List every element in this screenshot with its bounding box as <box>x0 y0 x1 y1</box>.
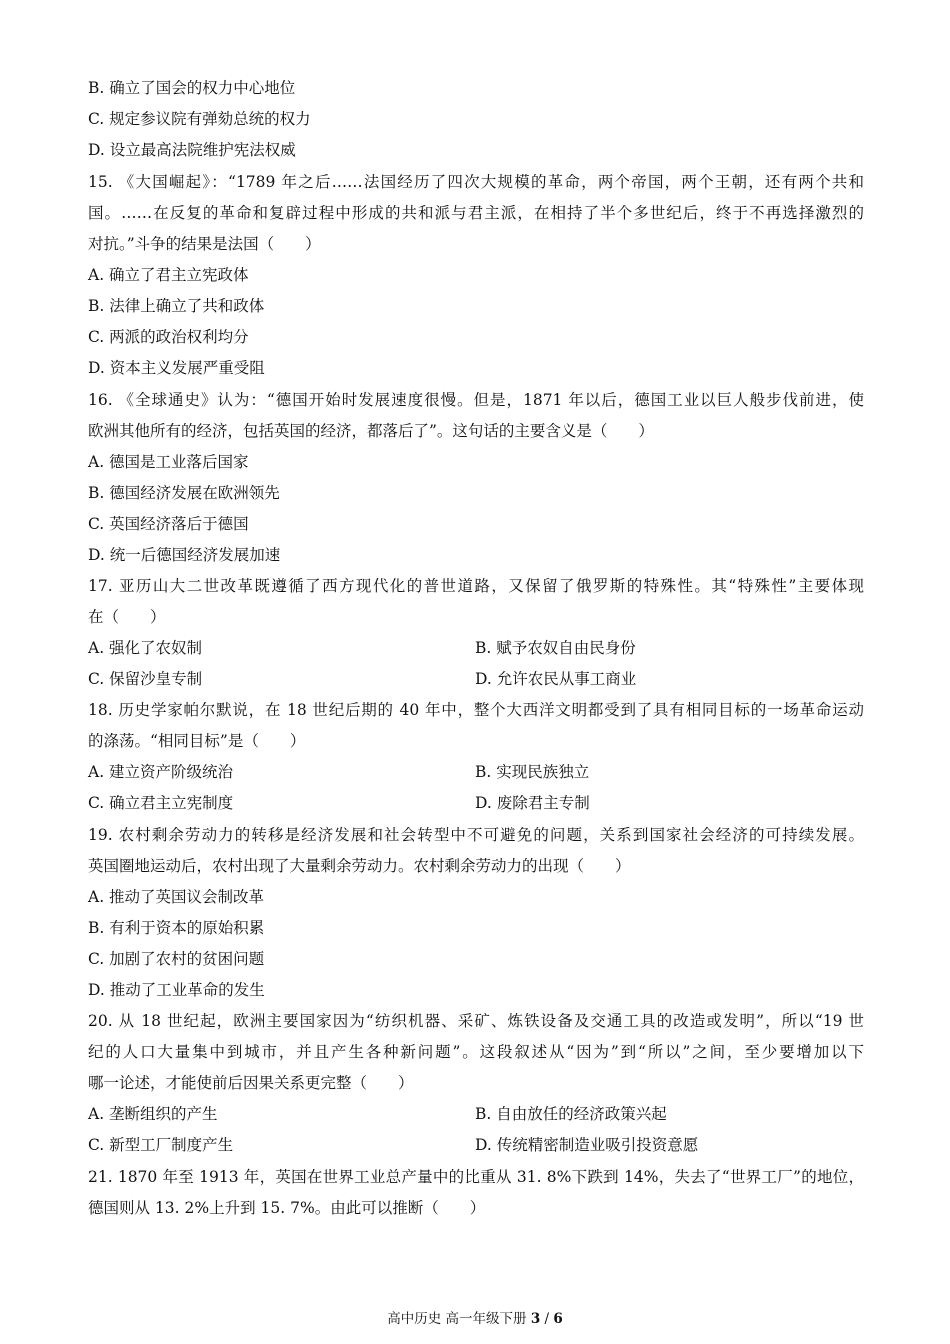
q16-option-a: A. 德国是工业落后国家 <box>88 453 249 471</box>
q19-option-c: C. 加剧了农村的贫困问题 <box>88 950 265 968</box>
q18-stem-line-2: 的涤荡。“相同目标”是（ ） <box>88 732 306 750</box>
q17-option-d: D. 允许农民从事工商业 <box>475 670 637 688</box>
q18-option-b: B. 实现民族独立 <box>475 763 590 781</box>
footer-subject: 高中历史 <box>387 1311 442 1327</box>
page-footer <box>0 1310 950 1328</box>
q15-stem-line-3: 对抗。”斗争的结果是法国（ ） <box>88 235 321 253</box>
q20-option-c: C. 新型工厂制度产生 <box>88 1136 234 1154</box>
q19-stem-line-1: 19. 农村剩余劳动力的转移是经济发展和社会转型中不可避免的问题，关系到国家社会经济的可持续发展。 <box>88 826 864 844</box>
q18-stem-line-1: 18. 历史学家帕尔默说，在 18 世纪后期的 40 年中，整个大西洋文明都受到了具有相同目标的一场革命运动 <box>88 701 864 719</box>
q15-option-a: A. 确立了君主立宪政体 <box>88 266 249 284</box>
q19-option-a: A. 推动了英国议会制改革 <box>88 888 265 906</box>
q17-stem-line-1: 17. 亚历山大二世改革既遵循了西方现代化的普世道路，又保留了俄罗斯的特殊性。其“特殊性”主要体现 <box>88 577 864 595</box>
q20-option-d: D. 传统精密制造业吸引投资意愿 <box>475 1136 699 1154</box>
q14-option-c: C. 规定参议院有弹劾总统的权力 <box>88 110 311 128</box>
q15-option-c: C. 两派的政治权利均分 <box>88 328 249 346</box>
q20-option-a: A. 垄断组织的产生 <box>88 1105 218 1123</box>
q19-option-b: B. 有利于资本的原始积累 <box>88 919 265 937</box>
q21-stem-line-2: 德国则从 13. 2%上升到 15. 7%。由此可以推断（ ） <box>88 1199 486 1217</box>
q19-option-d: D. 推动了工业革命的发生 <box>88 981 265 999</box>
q16-stem-line-1: 16. 《全球通史》认为：“德国开始时发展速度很慢。但是，1871 年以后，德国工业以巨人般步伐前进，使 <box>88 391 864 409</box>
q21-stem-line-1: 21. 1870 年至 1913 年，英国在世界工业总产量中的比重从 31. 8%下跌到 14%，失去了“世界工厂”的地位， <box>88 1168 864 1186</box>
q15-stem-line-1: 15. 《大国崛起》：“1789 年之后……法国经历了四次大规模的革命，两个帝国，两个王朝，还有两个共和 <box>88 173 864 191</box>
q20-stem-line-2: 纪的人口大量集中到城市，并且产生各种新问题”。这段叙述从“因为”到“所以”之间，至少要增加以下 <box>88 1043 864 1061</box>
q18-option-a: A. 建立资产阶级统治 <box>88 763 234 781</box>
q18-option-d: D. 废除君主专制 <box>475 794 590 812</box>
footer-grade: 高一年级下册 <box>445 1311 527 1327</box>
q16-stem-line-2: 欧洲其他所有的经济，包括英国的经济，都落后了”。这句话的主要含义是（ ） <box>88 422 654 440</box>
q18-option-c: C. 确立君主立宪制度 <box>88 794 234 812</box>
q19-stem-line-2: 英国圈地运动后，农村出现了大量剩余劳动力。农村剩余劳动力的出现（ ） <box>88 857 631 875</box>
footer-page-total: 6 <box>553 1311 563 1327</box>
q17-option-b: B. 赋予农奴自由民身份 <box>475 639 636 657</box>
q20-stem-line-3: 哪一论述，才能使前后因果关系更完整（ ） <box>88 1074 414 1092</box>
q20-stem-line-1: 20. 从 18 世纪起，欧洲主要国家因为“纺织机器、采矿、炼铁设备及交通工具的改造或发明”，所以“19 世 <box>88 1012 864 1030</box>
q16-option-d: D. 统一后德国经济发展加速 <box>88 546 281 564</box>
q16-option-b: B. 德国经济发展在欧洲领先 <box>88 484 280 502</box>
q17-stem-line-2: 在（ ） <box>88 608 166 626</box>
q15-stem-line-2: 国。……在反复的革命和复辟过程中形成的共和派与君主派，在相持了半个多世纪后，终于不再选择激烈的 <box>88 204 864 222</box>
q20-option-b: B. 自由放任的经济政策兴起 <box>475 1105 667 1123</box>
q15-option-b: B. 法律上确立了共和政体 <box>88 297 265 315</box>
footer-page-separator: / <box>544 1311 550 1327</box>
q14-option-b: B. 确立了国会的权力中心地位 <box>88 79 296 97</box>
q14-option-d: D. 设立最高法院维护宪法权威 <box>88 141 296 159</box>
footer-page-current: 3 <box>530 1311 541 1327</box>
q16-option-c: C. 英国经济落后于德国 <box>88 515 249 533</box>
q17-option-a: A. 强化了农奴制 <box>88 639 203 657</box>
q15-option-d: D. 资本主义发展严重受阻 <box>88 359 265 377</box>
q17-option-c: C. 保留沙皇专制 <box>88 670 203 688</box>
